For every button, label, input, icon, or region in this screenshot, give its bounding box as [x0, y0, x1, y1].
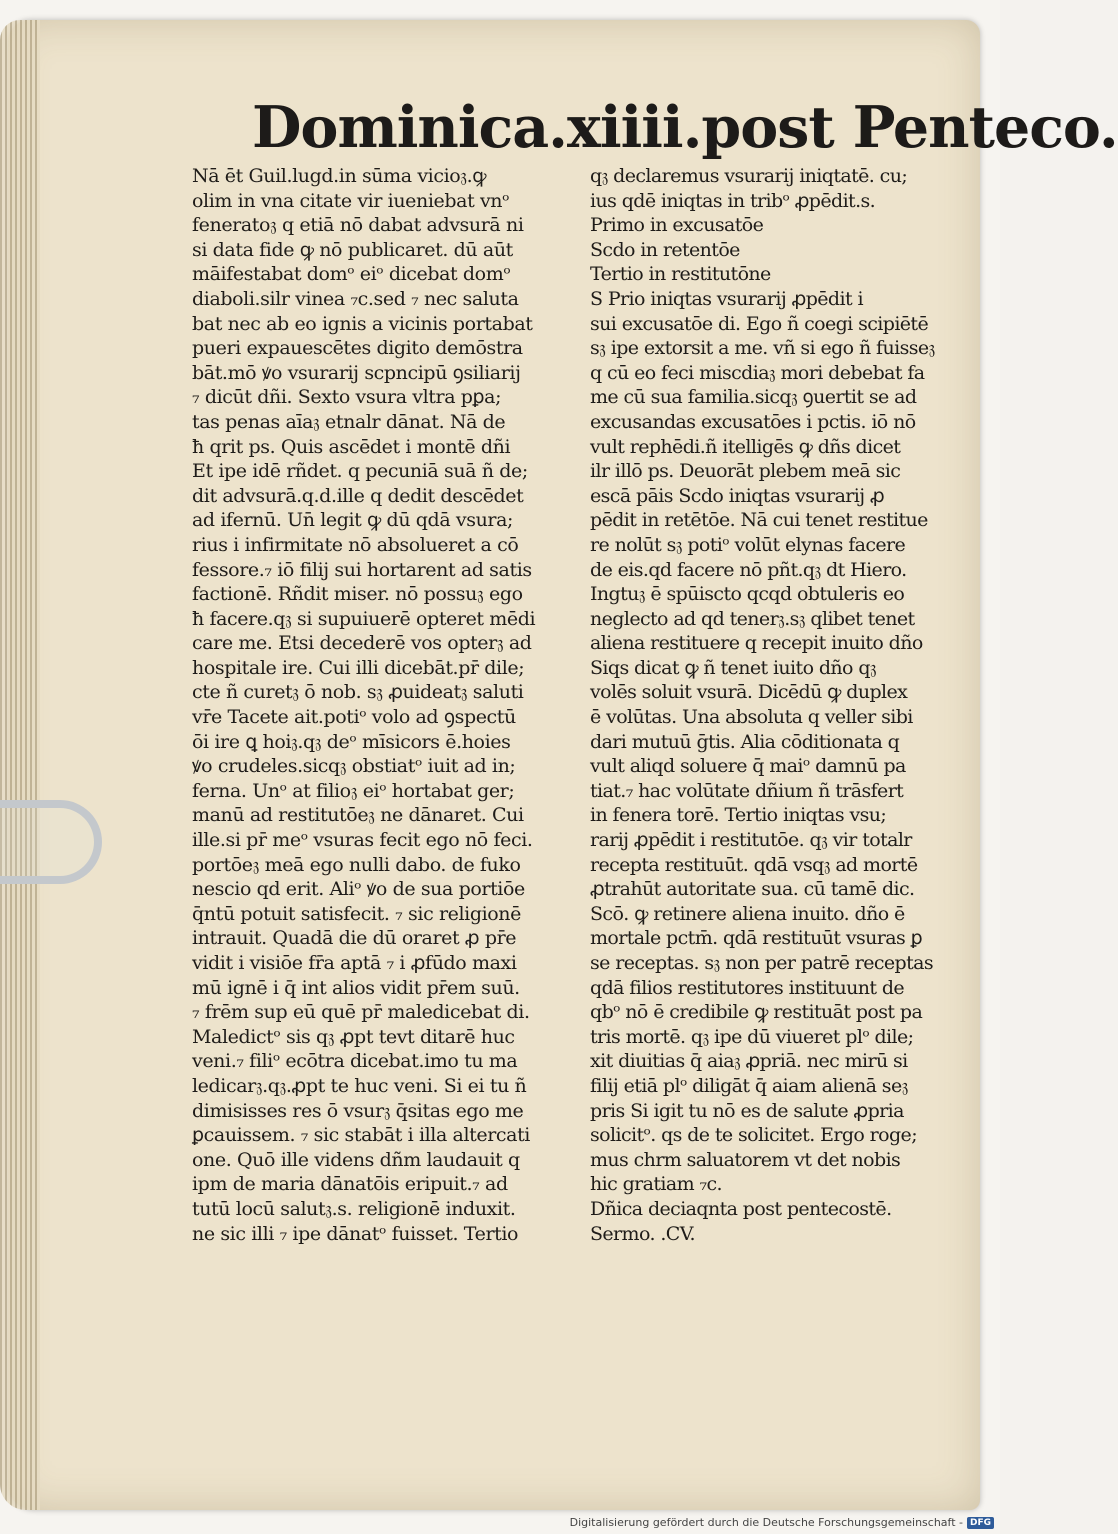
page-edges: [0, 20, 40, 1510]
text-line: qdā filios restitutores instituunt de: [590, 976, 905, 999]
text-line: bāt.mō ꝟo vsurarij scpncipū ꝯsiliarij: [192, 361, 521, 384]
text-line: portōe𝔷 meā ego nulli dabo. de fuko: [192, 853, 521, 876]
text-line: de eis.qd facere nō pñt.q𝔷 dt Hiero.: [590, 558, 907, 581]
text-line: vr̄e Tacete ait.potiᵒ volo ad ꝯspectū: [192, 706, 516, 729]
text-line: S Prio iniqtas vsurarij ꝓpēdit i: [590, 287, 863, 310]
text-line: care me. Etsi decederē vos opter𝔷 ad: [192, 632, 532, 655]
text-line: pris Si igit tu nō es de salute ꝓpria: [590, 1099, 904, 1122]
text-line: q̄ntū potuit satisfecit. ₇ sic religionē: [192, 902, 521, 925]
text-line: ħ qrit ps. Quis ascēdet i montē dñi: [192, 435, 511, 458]
text-line: Et ipe idē rñdet. q pecuniā suā ñ de;: [192, 460, 528, 483]
text-line: cte ñ curet𝔷 ō nob. s𝔷 ꝓuideat𝔷 saluti: [192, 681, 524, 704]
text-line: si data fide ꝙ nō publicaret. dū aūt: [192, 238, 513, 261]
text-line: aliena restituere q recepit inuito dño: [590, 632, 923, 655]
text-line: fessore.₇ iō filij sui hortarent ad satis: [192, 558, 532, 581]
text-line: excusandas excusatōes i pctis. iō nō: [590, 410, 916, 433]
text-line: ₇ frēm sup eū quē pr̄ maledicebat di.: [192, 1001, 530, 1024]
footer-credit: [570, 1514, 994, 1532]
text-line: Nā ēt Guil.lugd.in sūma vicio𝔷.ꝙ: [192, 165, 487, 187]
text-line: filij etiā plᵒ diligāt q̄ aiam alienā se𝔷: [590, 1074, 908, 1097]
text-line: ad ifernū. Un̄ legit ꝙ dū qdā vsura;: [192, 509, 514, 532]
left-text-column: [192, 164, 592, 1244]
text-line: escā pāis Scdo iniqtas vsurarij ꝓ: [590, 484, 885, 507]
text-line: olim in vna citate vir iueniebat vnᵒ: [192, 189, 510, 212]
text-line: volēs soluit vsurā. Dicēdū ꝙ duplex: [590, 681, 908, 704]
text-line: neglecto ad qd tener𝔷.s𝔷 qlibet tenet: [590, 607, 915, 630]
text-line: re nolūt s𝔷 potiᵒ volūt elynas facere: [590, 533, 906, 556]
text-line: Dñica deciaqnta post pentecostē.: [590, 1197, 892, 1220]
text-line: vult aliqd soluere q̄ maiᵒ damnū pa: [590, 755, 906, 778]
text-line: hic gratiam ₇c.: [590, 1173, 722, 1196]
text-line: ledicar𝔷.q𝔷.ꝓpt te huc veni. Si ei tu ñ: [192, 1074, 527, 1097]
text-line: q cū eo feci miscdia𝔷 mori debebat fa: [590, 361, 925, 384]
page-heading: Dominica.xiiii.post Penteco.: [252, 94, 1118, 161]
text-line: ē volūtas. Una absoluta q veller sibi: [590, 706, 913, 729]
text-line: mortale pctm̄. qdā restituūt vsuras ꝑ: [590, 927, 923, 950]
text-line: ꝓtrahūt autoritate sua. cū tamē dic.: [590, 878, 915, 901]
text-line: ille.si pr̄ meᵒ vsuras fecit ego nō feci.: [192, 829, 533, 852]
text-line: tiat.₇ hac volūtate dñium ñ trāsfert: [590, 779, 904, 802]
text-line: solicitᵒ. qs de te solicitet. Ergo roge;: [590, 1124, 917, 1147]
text-line: nescio qd erit. Aliᵒ ꝟo de sua portiōe: [192, 878, 525, 901]
right-text-column: [590, 164, 964, 1254]
text-line: Sermo. .CV.: [590, 1222, 695, 1245]
text-line: vult rephēdi.ñ itelligēs ꝙ dñs dicet: [590, 435, 901, 458]
text-line: Tertio in restitutōne: [590, 263, 771, 286]
text-line: ōi ire ꝗ hoi𝔷.q𝔷 deᵒ mīsicors ē.hoies: [192, 730, 511, 753]
text-line: qbᵒ nō ē credibile ꝙ restituāt post pa: [590, 1001, 923, 1024]
text-line: mū ignē i q̄ int alios vidit pr̄em suū.: [192, 976, 520, 999]
text-line: Scdo in retentōe: [590, 238, 740, 261]
text-line: rarij ꝓpēdit i restitutōe. q𝔷 vir totalr: [590, 829, 912, 852]
text-line: me cū sua familia.sicq𝔷 ꝯuertit se ad: [590, 386, 917, 409]
text-line: se receptas. s𝔷 non per patrē receptas: [590, 952, 933, 974]
text-line: tutū locū salut𝔷.s. religionē induxit.: [192, 1197, 516, 1220]
footer-text: Digitalisierung gefördert durch die Deutsche Forschungsgemeinschaft -: [569, 1516, 963, 1529]
text-line: dari mutuū ḡtis. Alia cōditionata q: [590, 730, 900, 753]
text-line: ꝟo crudeles.sicq𝔷 obstiatᵒ iuit ad in;: [192, 755, 516, 778]
page-clip: [0, 800, 102, 884]
text-line: manū ad restitutōe𝔷 ne dānaret. Cui: [192, 804, 524, 827]
text-line: ipm de maria dānatōis eripuit.₇ ad: [192, 1173, 508, 1196]
text-line: Scō. ꝙ retinere aliena inuito. dño ē: [590, 902, 905, 925]
text-line: vidit i visiōe fr̄a aptā ₇ i ꝓfūdo maxi: [192, 952, 517, 974]
text-line: ₇ dicūt dñi. Sexto vsura vltra pꝑa;: [192, 386, 502, 409]
text-line: q𝔷 declaremus vsurarij iniqtatē. cu;: [590, 165, 908, 187]
text-line: ꝑcauissem. ₇ sic stabāt i illa altercati: [192, 1124, 530, 1147]
text-line: recepta restituūt. qdā vsq𝔷 ad mortē: [590, 853, 918, 876]
text-line: Primo in excusatōe: [590, 214, 764, 237]
text-line: rius i infirmitate nō absolueret a cō: [192, 533, 519, 556]
text-line: ilr illō ps. Deuorāt plebem meā sic: [590, 460, 901, 483]
text-line: in fenera torē. Tertio iniqtas vsu;: [590, 804, 887, 827]
text-line: bat nec ab eo ignis a vicinis portabat: [192, 312, 533, 335]
text-line: pēdit in retētōe. Nā cui tenet restitue: [590, 509, 928, 532]
text-line: dimisisses res ō vsur𝔷 q̄sitas ego me: [192, 1099, 524, 1122]
text-line: Ingtu𝔷 ē spūiscto qcqd obtuleris eo: [590, 583, 905, 606]
text-line: tris mortē. q𝔷 ipe dū viueret plᵒ dile;: [590, 1025, 914, 1048]
text-line: diaboli.silr vinea ₇c.sed ₇ nec saluta: [192, 287, 519, 310]
text-line: factionē. Rñdit miser. nō possu𝔷 ego: [192, 583, 523, 606]
text-line: s𝔷 ipe extorsit a me. vñ si ego ñ fuisse𝔷: [590, 337, 935, 360]
text-line: dit advsurā.q.d.ille q dedit descēdet: [192, 484, 524, 507]
text-line: ne sic illi ₇ ipe dānatᵒ fuisset. Tertio: [192, 1222, 519, 1245]
text-line: ferna. Unᵒ at filio𝔷 eiᵒ hortabat ger;: [192, 779, 515, 802]
text-line: māifestabat domᵒ eiᵒ dicebat domᵒ: [192, 263, 511, 286]
dfg-logo-icon: DFG: [967, 1517, 994, 1529]
text-line: hospitale ire. Cui illi dicebāt.pr̄ dile;: [192, 656, 525, 679]
text-line: xit diuitias q̄ aia𝔷 ꝓpriā. nec mirū si: [590, 1050, 908, 1073]
text-line: ħ facere.q𝔷 si supuiuerē opteret mēdi: [192, 607, 536, 630]
text-line: pueri expauescētes digito demōstra: [192, 337, 523, 360]
text-line: fenerato𝔷 q etiā nō dabat advsurā ni: [192, 214, 524, 237]
text-line: sui excusatōe di. Ego ñ coegi scipiētē: [590, 312, 929, 335]
text-line: Maledictᵒ sis q𝔷 ꝓpt tevt ditarē huc: [192, 1025, 515, 1048]
text-line: Siqs dicat ꝙ ñ tenet iuito dño q𝔷: [590, 656, 877, 679]
text-line: tas penas aīa𝔷 etnalr dānat. Nā de: [192, 410, 506, 433]
text-line: intrauit. Quadā die dū oraret ꝓ pr̄e: [192, 927, 517, 950]
text-line: veni.₇ filiᵒ ecōtra dicebat.imo tu ma: [192, 1050, 518, 1073]
text-line: ius qdē iniqtas in tribᵒ ꝓpēdit.s.: [590, 189, 876, 212]
text-line: one. Quō ille videns dñm laudauit q: [192, 1148, 520, 1171]
text-line: mus chrm saluatorem vt det nobis: [590, 1148, 901, 1171]
